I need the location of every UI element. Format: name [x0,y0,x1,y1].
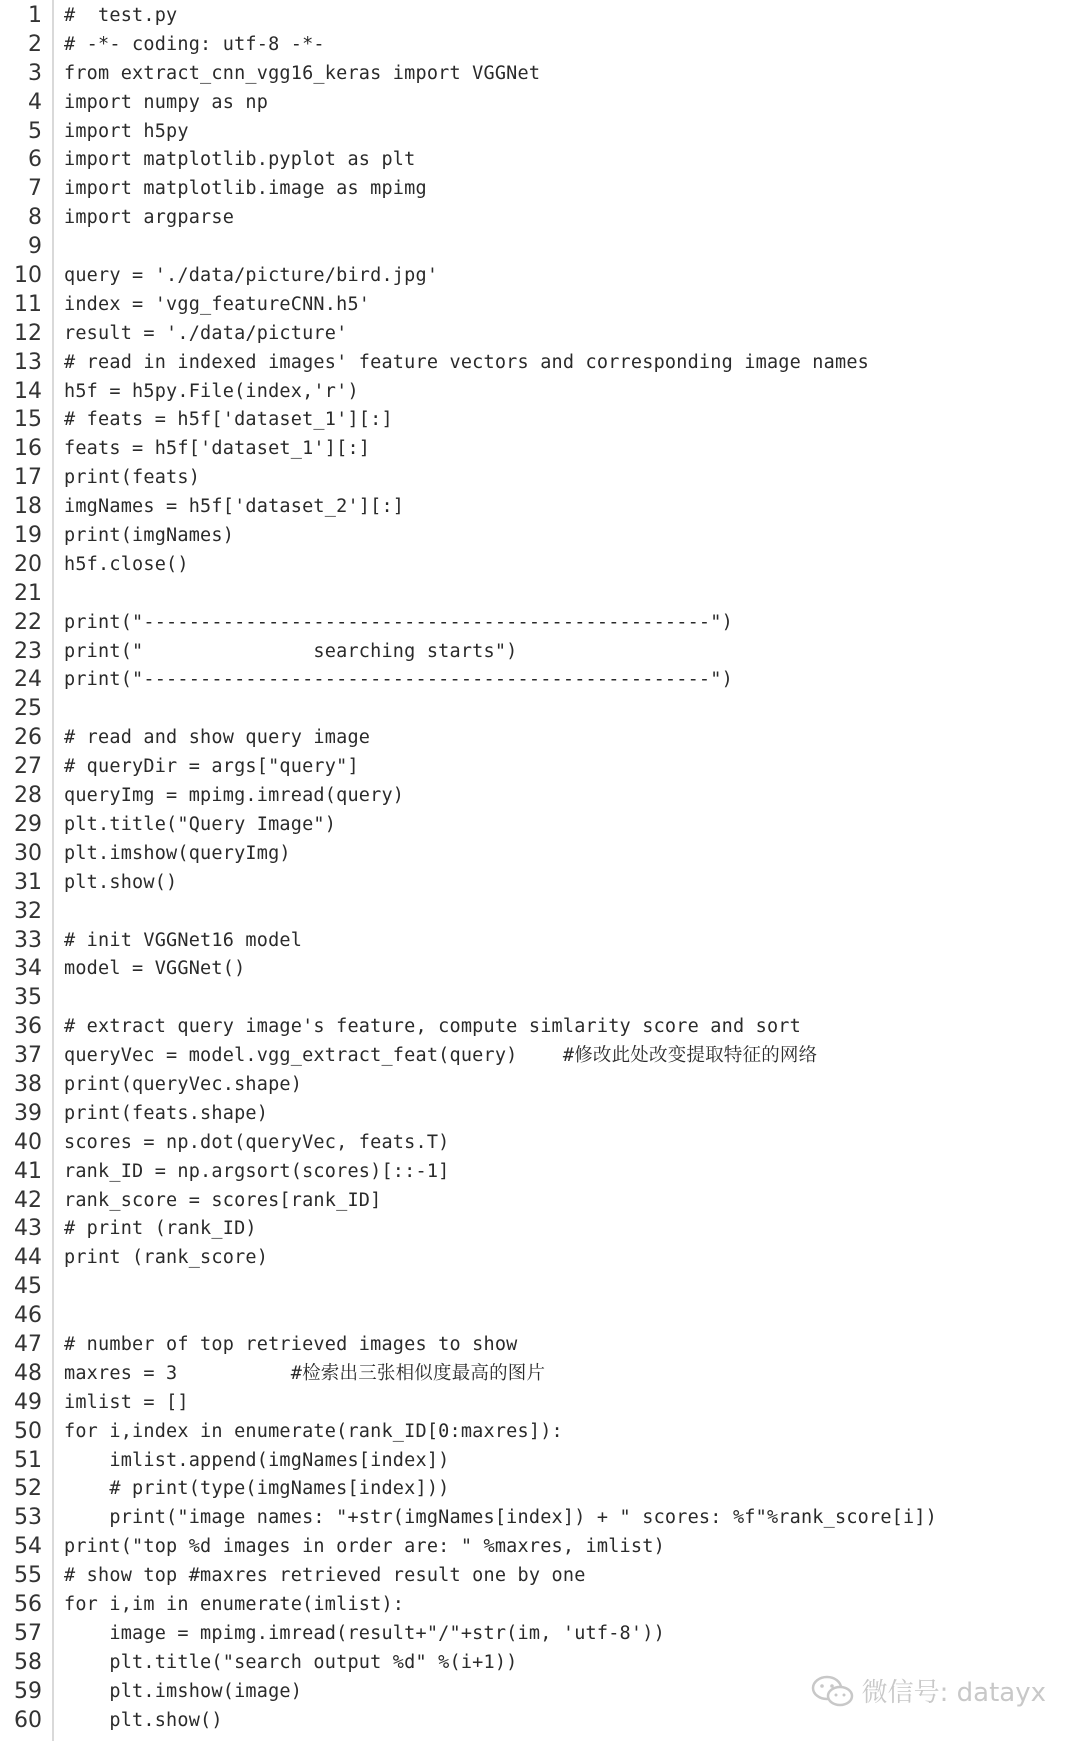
code-text: print(imgNames) [64,525,235,547]
watermark-text: 微信号: datayx [861,1678,1046,1708]
line-number: 10 [14,263,42,289]
code-text: rank_ID = np.argsort(scores)[::-1] [64,1160,450,1182]
code-line[interactable] [0,1504,1080,1533]
code-line[interactable] [0,118,1080,147]
code-text: plt.show() [64,871,178,893]
line-number: 22 [14,609,42,635]
code-line[interactable] [0,811,1080,840]
line-number: 5 [28,118,42,144]
code-text: plt.show() [64,1709,223,1731]
code-text: print(feats.shape) [64,1102,269,1124]
code-line[interactable] [0,1418,1080,1447]
code-line[interactable] [0,753,1080,782]
line-number: 37 [14,1043,42,1069]
code-line[interactable] [0,666,1080,695]
line-number: 17 [14,465,42,491]
code-line[interactable] [0,955,1080,984]
code-line[interactable] [0,1244,1080,1273]
code-line[interactable] [0,406,1080,435]
code-line[interactable] [0,1129,1080,1158]
code-line[interactable] [0,695,1080,724]
code-line[interactable] [0,204,1080,233]
line-number: 43 [14,1216,42,1242]
code-text: # number of top retrieved images to show [64,1333,518,1355]
line-number: 14 [14,378,42,404]
code-line[interactable] [0,1707,1080,1736]
code-text: result = './data/picture' [64,322,348,344]
code-line[interactable] [0,291,1080,320]
code-text: print(queryVec.shape) [64,1073,303,1095]
code-line[interactable] [0,1042,1080,1071]
line-number: 42 [14,1187,42,1213]
line-number: 45 [14,1274,42,1300]
line-number: 18 [14,494,42,520]
code-line[interactable] [0,262,1080,291]
code-text: index = 'vgg_featureCNN.h5' [64,293,371,315]
code-line[interactable] [0,1302,1080,1331]
code-text: scores = np.dot(queryVec, feats.T) [64,1131,450,1153]
code-text: image = mpimg.imread(result+"/"+str(im, 'utf-8')) [64,1622,665,1644]
line-number: 30 [14,840,42,866]
code-text: plt.imshow(image) [64,1680,303,1702]
code-line[interactable] [0,31,1080,60]
line-number: 19 [14,523,42,549]
code-text: queryImg = mpimg.imread(query) [64,785,405,807]
code-text: imlist.append(imgNames[index]) [64,1449,450,1471]
line-number: 60 [14,1707,42,1733]
code-line[interactable] [0,1187,1080,1216]
code-text: for i,im in enumerate(imlist): [64,1593,405,1615]
line-number: 53 [14,1505,42,1531]
line-number: 40 [14,1129,42,1155]
code-line[interactable] [0,1389,1080,1418]
code-text: rank_score = scores[rank_ID] [64,1189,382,1211]
code-line[interactable] [0,349,1080,378]
line-number: 47 [14,1331,42,1357]
code-line[interactable] [0,1591,1080,1620]
code-line[interactable] [0,1331,1080,1360]
code-line[interactable] [0,60,1080,89]
line-number: 44 [14,1245,42,1271]
code-line[interactable] [0,175,1080,204]
code-text: print("top %d images in order are: " %maxres, imlist) [64,1536,665,1558]
line-number: 9 [28,234,42,260]
code-text: import matplotlib.pyplot as plt [64,149,416,171]
code-line[interactable] [0,1533,1080,1562]
line-number: 24 [14,667,42,693]
code-line[interactable] [0,435,1080,464]
line-number: 28 [14,783,42,809]
code-text: plt.imshow(queryImg) [64,842,291,864]
line-number: 2 [28,31,42,57]
code-line[interactable] [0,638,1080,667]
wechat-icon [810,1674,856,1708]
code-text: # print (rank_ID) [64,1218,257,1240]
code-line[interactable] [0,1013,1080,1042]
code-text: import matplotlib.image as mpimg [64,178,427,200]
code-line[interactable] [0,898,1080,927]
code-text: print("--------------------------------------------------") [64,669,733,691]
code-line[interactable] [0,464,1080,493]
line-number: 8 [28,205,42,231]
watermark [810,1672,1046,1709]
line-number: 11 [14,291,42,317]
line-number: 4 [28,89,42,115]
code-text: # print(type(imgNames[index])) [64,1478,450,1500]
line-number: 55 [14,1563,42,1589]
code-text: print(" searching starts") [64,640,518,662]
code-line[interactable] [0,1215,1080,1244]
code-text: # feats = h5f['dataset_1'][:] [64,409,393,431]
line-number: 29 [14,811,42,837]
code-text: import numpy as np [64,91,269,113]
code-text: imlist = [] [64,1391,189,1413]
code-text: query = './data/picture/bird.jpg' [64,265,439,287]
code-text: queryVec = model.vgg_extract_feat(query) #修改此处改变提取特征的网络 [64,1045,818,1067]
line-number: 20 [14,551,42,577]
code-text: maxres = 3 #检索出三张相似度最高的图片 [64,1362,546,1384]
code-text: h5f = h5py.File(index,'r') [64,380,359,402]
line-number: 54 [14,1534,42,1560]
code-text: # read in indexed images' feature vectors and corresponding image names [64,351,869,373]
line-number: 52 [14,1476,42,1502]
line-number: 12 [14,320,42,346]
code-line[interactable] [0,493,1080,522]
line-number: 41 [14,1158,42,1184]
code-line[interactable] [0,320,1080,349]
code-text: # extract query image's feature, compute simlarity score and sort [64,1016,801,1038]
code-line[interactable] [0,1562,1080,1591]
line-number: 46 [14,1303,42,1329]
line-number: 27 [14,754,42,780]
line-number: 13 [14,349,42,375]
code-text: plt.title("Query Image") [64,813,337,835]
code-line[interactable] [0,1475,1080,1504]
code-line[interactable] [0,609,1080,638]
line-number: 50 [14,1418,42,1444]
line-number: 25 [14,696,42,722]
line-number: 48 [14,1360,42,1386]
code-text: # test.py [64,5,178,26]
code-line[interactable] [0,1158,1080,1187]
line-number: 57 [14,1620,42,1646]
code-line[interactable] [0,1273,1080,1302]
code-line[interactable] [0,984,1080,1013]
code-text: import h5py [64,120,189,142]
code-lines [0,2,1080,1735]
code-text: from extract_cnn_vgg16_keras import VGGNet [64,62,541,84]
line-number: 23 [14,638,42,664]
line-number: 15 [14,407,42,433]
code-line[interactable] [0,724,1080,753]
line-number: 59 [14,1678,42,1704]
line-number: 1 [28,3,42,28]
line-number: 26 [14,725,42,751]
code-text: plt.title("search output %d" %(i+1)) [64,1651,518,1673]
code-line[interactable] [0,378,1080,407]
code-text: # read and show query image [64,727,371,749]
line-number: 7 [28,176,42,202]
code-line[interactable] [0,1360,1080,1389]
line-number: 56 [14,1591,42,1617]
code-line[interactable] [0,1071,1080,1100]
code-line[interactable] [0,233,1080,262]
code-line[interactable] [0,782,1080,811]
code-line[interactable] [0,840,1080,869]
code-line[interactable] [0,551,1080,580]
line-number: 34 [14,956,42,982]
code-text: print (rank_score) [64,1247,269,1269]
code-line[interactable] [0,522,1080,551]
line-number: 16 [14,436,42,462]
code-line[interactable] [0,1100,1080,1129]
code-line[interactable] [0,1620,1080,1649]
line-number: 6 [28,147,42,173]
line-number: 35 [14,985,42,1011]
line-number: 49 [14,1389,42,1415]
code-text: import argparse [64,207,235,229]
code-text: h5f.close() [64,553,189,575]
line-number: 51 [14,1447,42,1473]
code-line[interactable] [0,869,1080,898]
line-number: 36 [14,1014,42,1040]
code-text: print(feats) [64,467,201,489]
code-text: # show top #maxres retrieved result one by one [64,1565,586,1587]
code-text: print("--------------------------------------------------") [64,611,733,633]
code-text: # init VGGNet16 model [64,929,303,951]
line-number: 21 [14,580,42,606]
code-line[interactable] [0,89,1080,118]
line-number: 38 [14,1071,42,1097]
code-text: imgNames = h5f['dataset_2'][:] [64,496,405,518]
line-number: 58 [14,1649,42,1675]
code-text: for i,index in enumerate(rank_ID[0:maxres]): [64,1420,563,1442]
code-text: print("image names: "+str(imgNames[index]) + " scores: %f"%rank_score[i]) [64,1507,938,1529]
code-line[interactable] [0,1447,1080,1476]
line-number: 33 [14,927,42,953]
code-line[interactable] [0,580,1080,609]
code-text: feats = h5f['dataset_1'][:] [64,438,371,460]
code-line[interactable] [0,146,1080,175]
code-text: model = VGGNet() [64,958,246,980]
line-number: 32 [14,898,42,924]
code-line[interactable] [0,2,1080,31]
code-text: # -*- coding: utf-8 -*- [64,33,325,55]
code-text: # queryDir = args["query"] [64,756,359,778]
line-number: 3 [28,60,42,86]
line-number: 39 [14,1100,42,1126]
line-number: 31 [14,869,42,895]
code-line[interactable] [0,927,1080,956]
